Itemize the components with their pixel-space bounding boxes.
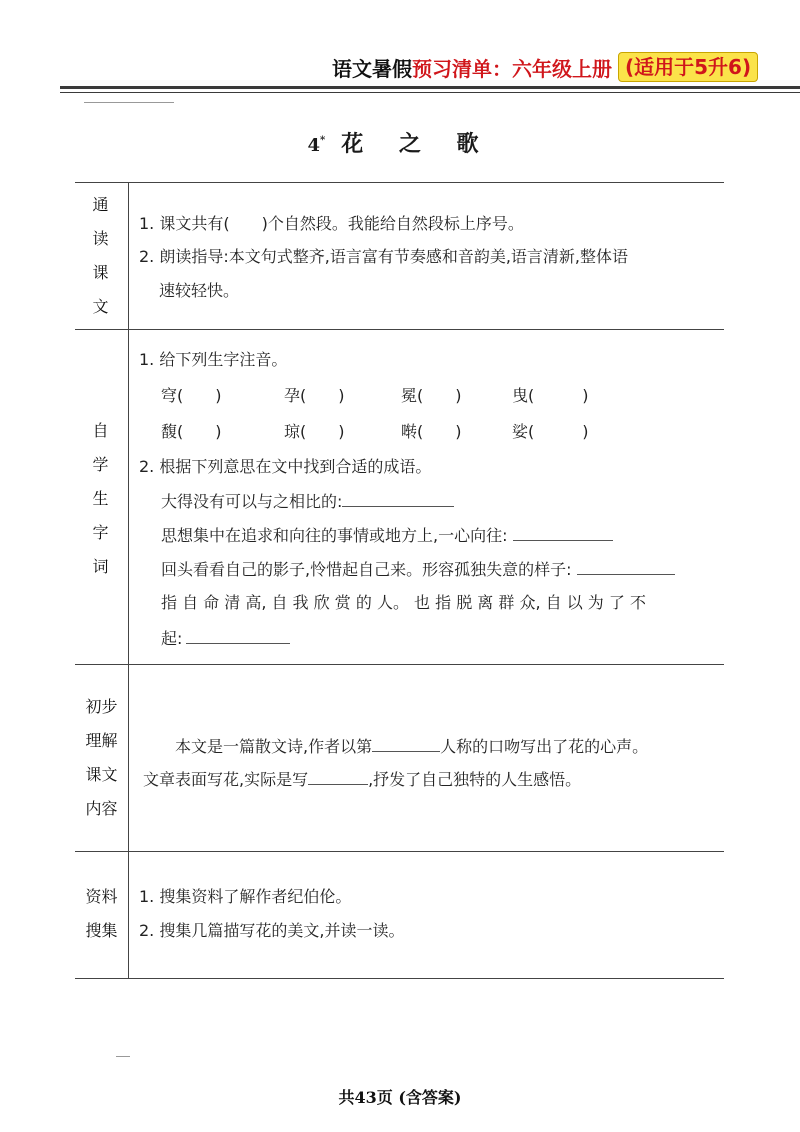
table-column-divider xyxy=(128,182,129,979)
s2-question-1: 1. 给下列生字注音。 xyxy=(139,350,288,369)
label-char: 初步 xyxy=(85,697,118,716)
worksheet-table xyxy=(75,182,724,979)
table-rule-top xyxy=(75,182,724,183)
answer-blank[interactable] xyxy=(342,488,454,507)
label-char: 内容 xyxy=(85,799,118,818)
s1-item-2: 2. 朗读指导:本文句式整齐,语言富有节奏感和音韵美,语言清新,整体语 xyxy=(139,247,629,266)
lesson-title xyxy=(0,127,800,158)
label-char: 通 xyxy=(92,195,111,214)
page-footer: 共43页 (含答案) xyxy=(338,1088,462,1107)
idiom-line xyxy=(161,625,290,651)
answer-blank[interactable] xyxy=(186,625,290,644)
s1-item-2-cont: 速较轻快。 xyxy=(159,281,240,300)
label-char: 自 xyxy=(92,421,111,440)
pinyin-item[interactable]: 孕( ) xyxy=(284,386,345,405)
pinyin-item[interactable]: 穹( ) xyxy=(161,386,222,405)
label-char: 课文 xyxy=(85,765,118,784)
lesson-mark: * xyxy=(319,134,326,146)
s2-question-2: 2. 根据下列意思在文中找到合适的成语。 xyxy=(139,457,432,476)
scan-speck xyxy=(84,102,174,103)
idiom-clue: 回头看看自己的影子,怜惜起自己来。形容孤独失意的样子: xyxy=(161,560,572,579)
table-rule-2 xyxy=(75,664,724,665)
idiom-clue: 起: xyxy=(161,629,183,648)
label-char: 读 xyxy=(92,229,111,248)
summary-text: 人称的口吻写出了花的心声。 xyxy=(440,737,649,756)
lesson-name: 花 之 歌 xyxy=(341,131,493,157)
answer-blank[interactable] xyxy=(372,733,440,752)
pinyin-item[interactable]: 琼( ) xyxy=(284,422,345,441)
header-grade-badge: (适用于5升6) xyxy=(618,52,758,82)
answer-blank[interactable] xyxy=(513,522,613,541)
header-title-part1: 语文暑假 xyxy=(332,56,412,81)
header-rule-thick xyxy=(60,86,800,89)
label-char: 文 xyxy=(92,297,111,316)
header-title xyxy=(332,50,758,84)
summary-text: 本文是一篇散文诗,作者以第 xyxy=(175,737,373,756)
idiom-line xyxy=(161,556,675,582)
s1-item-1: 1. 课文共有( )个自然段。我能给自然段标上序号。 xyxy=(139,214,524,233)
s4-item-1: 1. 搜集资料了解作者纪伯伦。 xyxy=(139,887,352,906)
pinyin-item[interactable]: 曳( ) xyxy=(512,386,589,405)
section-label-collect xyxy=(75,880,128,948)
header-rule-thin xyxy=(60,92,800,93)
section-label-self-study xyxy=(75,414,128,584)
summary-line-2 xyxy=(143,766,581,792)
answer-blank[interactable] xyxy=(577,556,675,575)
header-title-part2: 预习清单：六年级上册 xyxy=(412,56,612,81)
pinyin-item[interactable]: 馥( ) xyxy=(161,422,222,441)
idiom-clue: 大得没有可以与之相比的: xyxy=(161,492,343,511)
section-label-understand xyxy=(75,690,128,826)
idiom-line: 指 自 命 清 高, 自 我 欣 赏 的 人。 也 指 脱 离 群 众, 自 以 为 了 不 xyxy=(161,593,646,612)
label-char: 搜集 xyxy=(85,921,118,940)
scan-speck xyxy=(116,1056,130,1057)
table-rule-1 xyxy=(75,329,724,330)
table-rule-3 xyxy=(75,851,724,852)
lesson-number: 4 xyxy=(307,135,320,156)
label-char: 课 xyxy=(92,263,111,282)
summary-line-1 xyxy=(175,733,648,759)
label-char: 字 xyxy=(92,523,111,542)
pinyin-item[interactable]: 娑( ) xyxy=(512,422,589,441)
idiom-line xyxy=(161,488,454,514)
label-char: 资料 xyxy=(85,887,118,906)
label-char: 词 xyxy=(92,557,111,576)
section-label-read-text xyxy=(75,188,128,324)
s4-item-2: 2. 搜集几篇描写花的美文,并读一读。 xyxy=(139,921,405,940)
summary-text: 文章表面写花,实际是写 xyxy=(143,770,309,789)
label-char: 学 xyxy=(92,455,111,474)
summary-text: ,抒发了自己独特的人生感悟。 xyxy=(368,770,582,789)
pinyin-item[interactable]: 冕( ) xyxy=(401,386,462,405)
table-rule-bottom xyxy=(75,978,724,979)
answer-blank[interactable] xyxy=(308,766,368,785)
idiom-clue: 思想集中在追求和向往的事情或地方上,一心向往: xyxy=(161,526,508,545)
idiom-line xyxy=(161,522,613,548)
label-char: 理解 xyxy=(85,731,118,750)
pinyin-item[interactable]: 啭( ) xyxy=(401,422,462,441)
label-char: 生 xyxy=(92,489,111,508)
